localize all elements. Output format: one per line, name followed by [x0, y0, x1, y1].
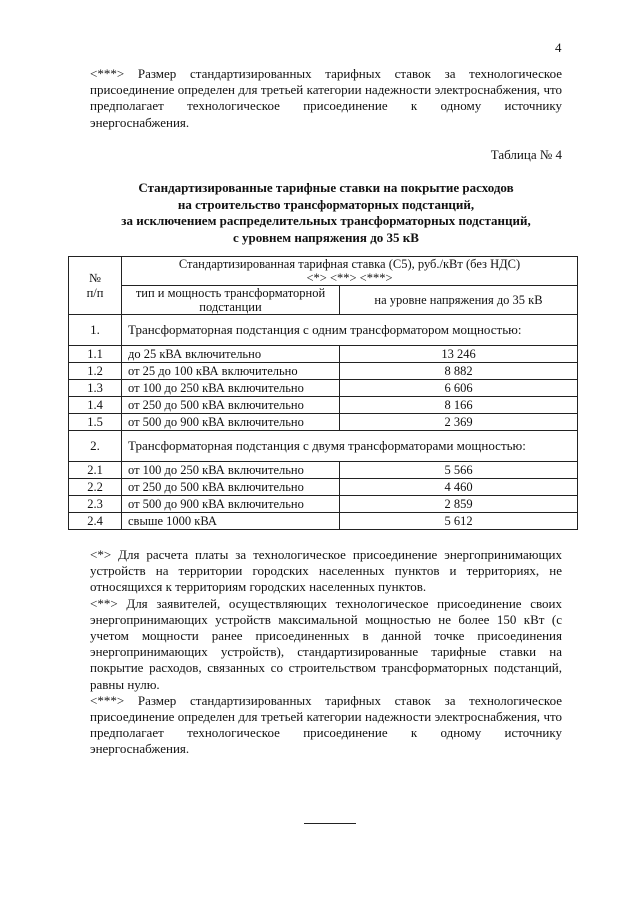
table-row: [69, 479, 578, 496]
header-number-line1: №: [89, 270, 101, 285]
row-value: 2 859: [340, 496, 578, 513]
table-row: [69, 414, 578, 431]
header-number: [69, 257, 122, 315]
footnote-3: <***> Размер стандартизированных тарифных ставок за технологическое присоединение определен для третьей категории надежности электроснабжения, что предполагает технологическое присоединение к одному источнику энергоснабжения.: [90, 692, 562, 757]
row-value: 13 246: [340, 346, 578, 363]
row-value: 8 166: [340, 397, 578, 414]
row-name: от 250 до 500 кВА включительно: [122, 397, 340, 414]
row-value: 6 606: [340, 380, 578, 397]
section-number: 2.: [69, 431, 122, 462]
row-value: 4 460: [340, 479, 578, 496]
section-number: 1.: [69, 315, 122, 346]
page-number: 4: [555, 40, 562, 55]
row-name: до 25 кВА включительно: [122, 346, 340, 363]
row-number: 1.5: [69, 414, 122, 431]
header-type: тип и мощность трансформаторной подстанции: [122, 286, 340, 315]
row-value: 8 882: [340, 363, 578, 380]
row-value: 5 612: [340, 513, 578, 530]
row-number: 2.4: [69, 513, 122, 530]
footnotes: [90, 547, 562, 758]
header-main-line2: <*> <**> <***>: [306, 271, 393, 285]
row-name: свыше 1000 кВА: [122, 513, 340, 530]
section-row: [69, 315, 578, 346]
title-line: на строительство трансформаторных подстанций,: [177, 196, 475, 212]
row-name: от 500 до 900 кВА включительно: [122, 496, 340, 513]
header-voltage: на уровне напряжения до 35 кВ: [340, 286, 578, 315]
row-value: 5 566: [340, 462, 578, 479]
table-row: [69, 363, 578, 380]
row-value: 2 369: [340, 414, 578, 431]
section-row: [69, 431, 578, 462]
tariff-table: [68, 256, 578, 530]
row-number: 1.1: [69, 346, 122, 363]
row-name: от 100 до 250 кВА включительно: [122, 380, 340, 397]
title-line: за исключением распределительных трансформаторных подстанций,: [121, 213, 531, 228]
row-number: 1.3: [69, 380, 122, 397]
top-note-text: <***> Размер стандартизированных тарифных ставок за технологическое присоединение определен для третьей категории надежности электроснабжения, что предполагает технологическое присоединение к одному источнику энергоснабжения.: [90, 66, 562, 130]
section-label: Трансформаторная подстанция с одним трансформатором мощностью:: [122, 315, 578, 346]
row-name: от 100 до 250 кВА включительно: [122, 462, 340, 479]
row-number: 1.2: [69, 363, 122, 380]
table-row: [69, 380, 578, 397]
row-name: от 25 до 100 кВА включительно: [122, 363, 340, 380]
table-title: [90, 180, 562, 246]
header-main-line1: Стандартизированная тарифная ставка (С5), руб./кВт (без НДС): [178, 257, 521, 271]
title-line: Стандартизированные тарифные ставки на покрытие расходов: [138, 180, 514, 195]
table-row: [69, 397, 578, 414]
row-name: от 250 до 500 кВА включительно: [122, 479, 340, 496]
row-number: 2.1: [69, 462, 122, 479]
table-row: [69, 496, 578, 513]
row-name: от 500 до 900 кВА включительно: [122, 414, 340, 431]
table-row: [69, 513, 578, 530]
table-row: [69, 346, 578, 363]
row-number: 2.2: [69, 479, 122, 496]
section-label: Трансформаторная подстанция с двумя трансформаторами мощностью:: [122, 431, 578, 462]
footnote-1: <*> Для расчета платы за технологическое присоединение энергопринимающих устройств на территории городских населенных пунктов и территориях, не относящихся к территориям городских населенных пунктов.: [90, 547, 562, 595]
row-number: 2.3: [69, 496, 122, 513]
header-number-line2: п/п: [86, 285, 104, 300]
row-number: 1.4: [69, 397, 122, 414]
footnote-2: <**> Для заявителей, осуществляющих технологическое присоединение своих энергопринимающих устройств максимальной мощностью не более 150 кВт (с учетом мощности ранее присоединенных в данной точке присоединения энергопринимающих устройств), стандартизированные тарифные ставки на покрытие расходов, связанных со строительством трансформаторных подстанций, равны нулю.: [90, 595, 562, 692]
top-note: [90, 66, 562, 131]
header-main: [122, 257, 578, 286]
table-label: Таблица № 4: [490, 147, 562, 162]
table-row: [69, 462, 578, 479]
title-line: с уровнем напряжения до 35 кВ: [233, 229, 419, 245]
closing-line: [304, 823, 356, 824]
